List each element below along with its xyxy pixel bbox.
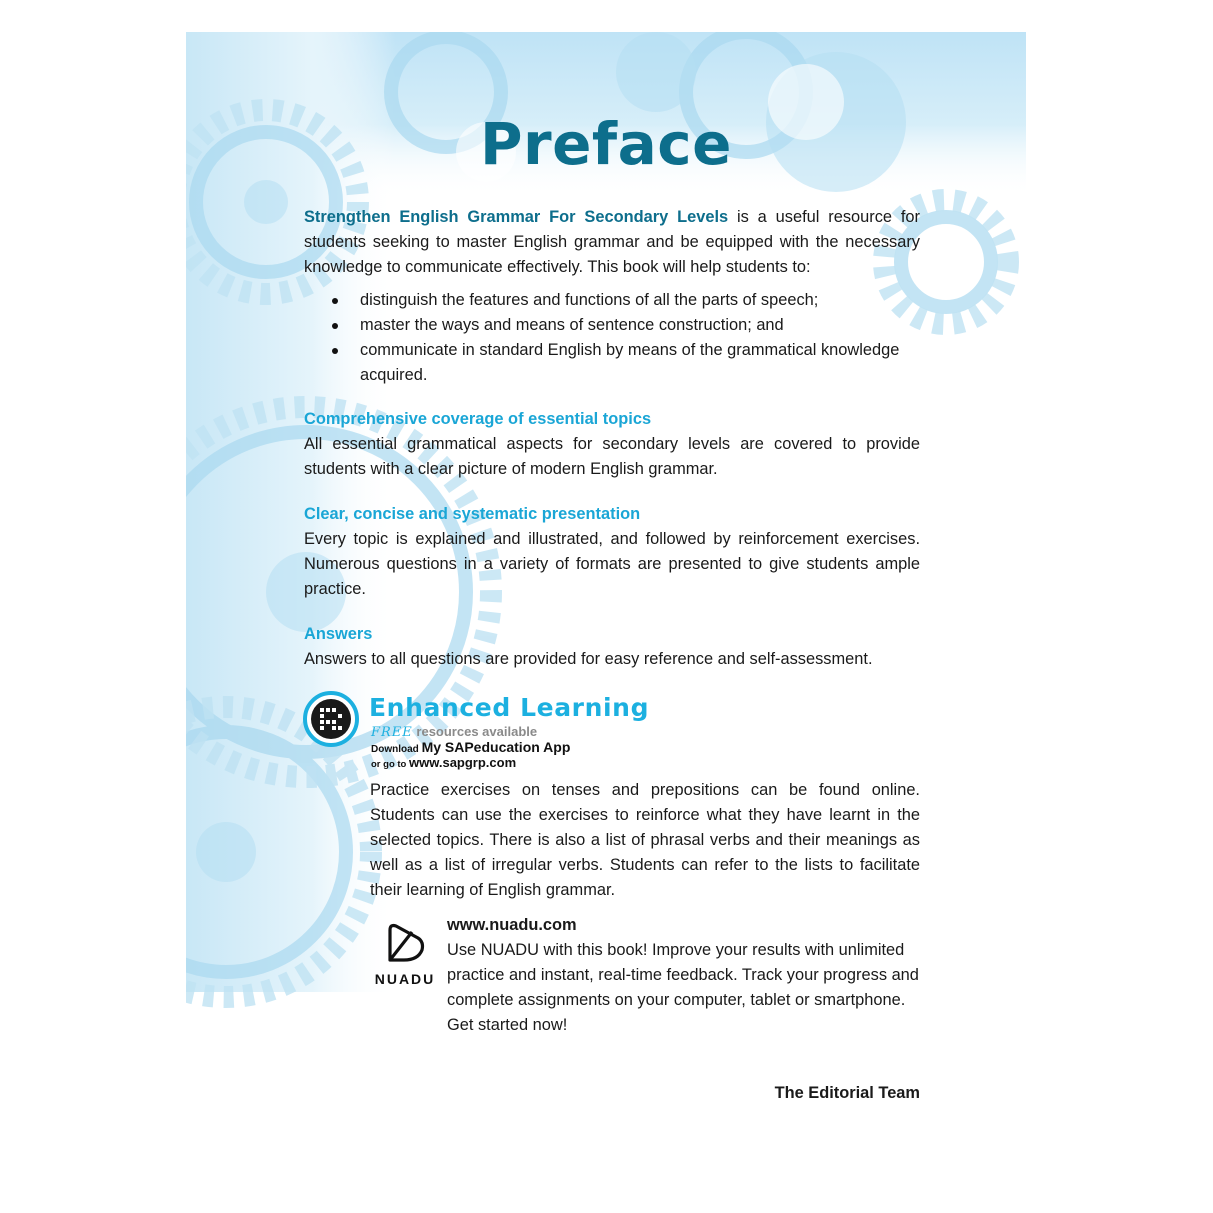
section-body-coverage: All essential grammatical aspects for secondary levels are covered to provide students with a clear picture of modern English grammar. (304, 435, 920, 478)
section-heading-presentation: Clear, concise and systematic presentation (304, 505, 641, 523)
objectives-list (304, 288, 920, 388)
list-item: master the ways and means of sentence construction; and (304, 313, 920, 338)
intro-paragraph (304, 205, 920, 280)
enhanced-learning-logo-icon (303, 691, 359, 747)
enhanced-learning-title: Enhanced Learning (369, 693, 650, 722)
list-item: communicate in standard English by means of the grammatical knowledge acquired. (304, 338, 920, 388)
website-link[interactable]: or go to www.sapgrp.com (371, 755, 517, 770)
nuadu-logo-icon (382, 920, 428, 964)
section-body-presentation: Every topic is explained and illustrated, and followed by reinforcement exercises. Numerous questions in a variety of formats are presented to give students ample practice. (304, 530, 920, 598)
intro-text: is a useful resource for students seeking to master English grammar and be equipped with the necessary knowledge to communicate effectively. This book will help students to: (304, 208, 920, 276)
page-content (186, 32, 1026, 1182)
bullet-icon (332, 323, 338, 329)
section-body-answers: Answers to all questions are provided for easy reference and self-assessment. (304, 650, 873, 668)
enhanced-learning-body: Practice exercises on tenses and prepositions can be found online. Students can use the exercises to reinforce what they have learnt in the selected topics. There is also a list of phrasal verbs and their meanings as well as a list of irregular verbs. Students can refer to the lists to facilitate their learning of English grammar. (370, 781, 920, 899)
bullet-icon (332, 298, 338, 304)
download-app-label: Download My SAPeducation App (371, 739, 571, 755)
page-title: Preface (479, 110, 733, 178)
section-heading-coverage: Comprehensive coverage of essential topics (304, 410, 652, 428)
signature: The Editorial Team (774, 1084, 920, 1102)
nuadu-website-link[interactable]: www.nuadu.com (447, 916, 577, 934)
bullet-icon (332, 348, 338, 354)
free-resources-label: FREE resources available (371, 724, 538, 740)
section-heading-answers: Answers (304, 625, 373, 643)
nuadu-logo-text: NUADU (374, 971, 436, 987)
nuadu-body: Use NUADU with this book! Improve your results with unlimited practice and instant, real-time feedback. Track your progress and complete assignments on your computer, tablet or smartphone. Get started now! (447, 941, 919, 1034)
book-title: Strengthen English Grammar For Secondary Levels (304, 208, 729, 226)
preface-page (186, 32, 1026, 1182)
list-item: distinguish the features and functions of all the parts of speech; (304, 288, 920, 313)
